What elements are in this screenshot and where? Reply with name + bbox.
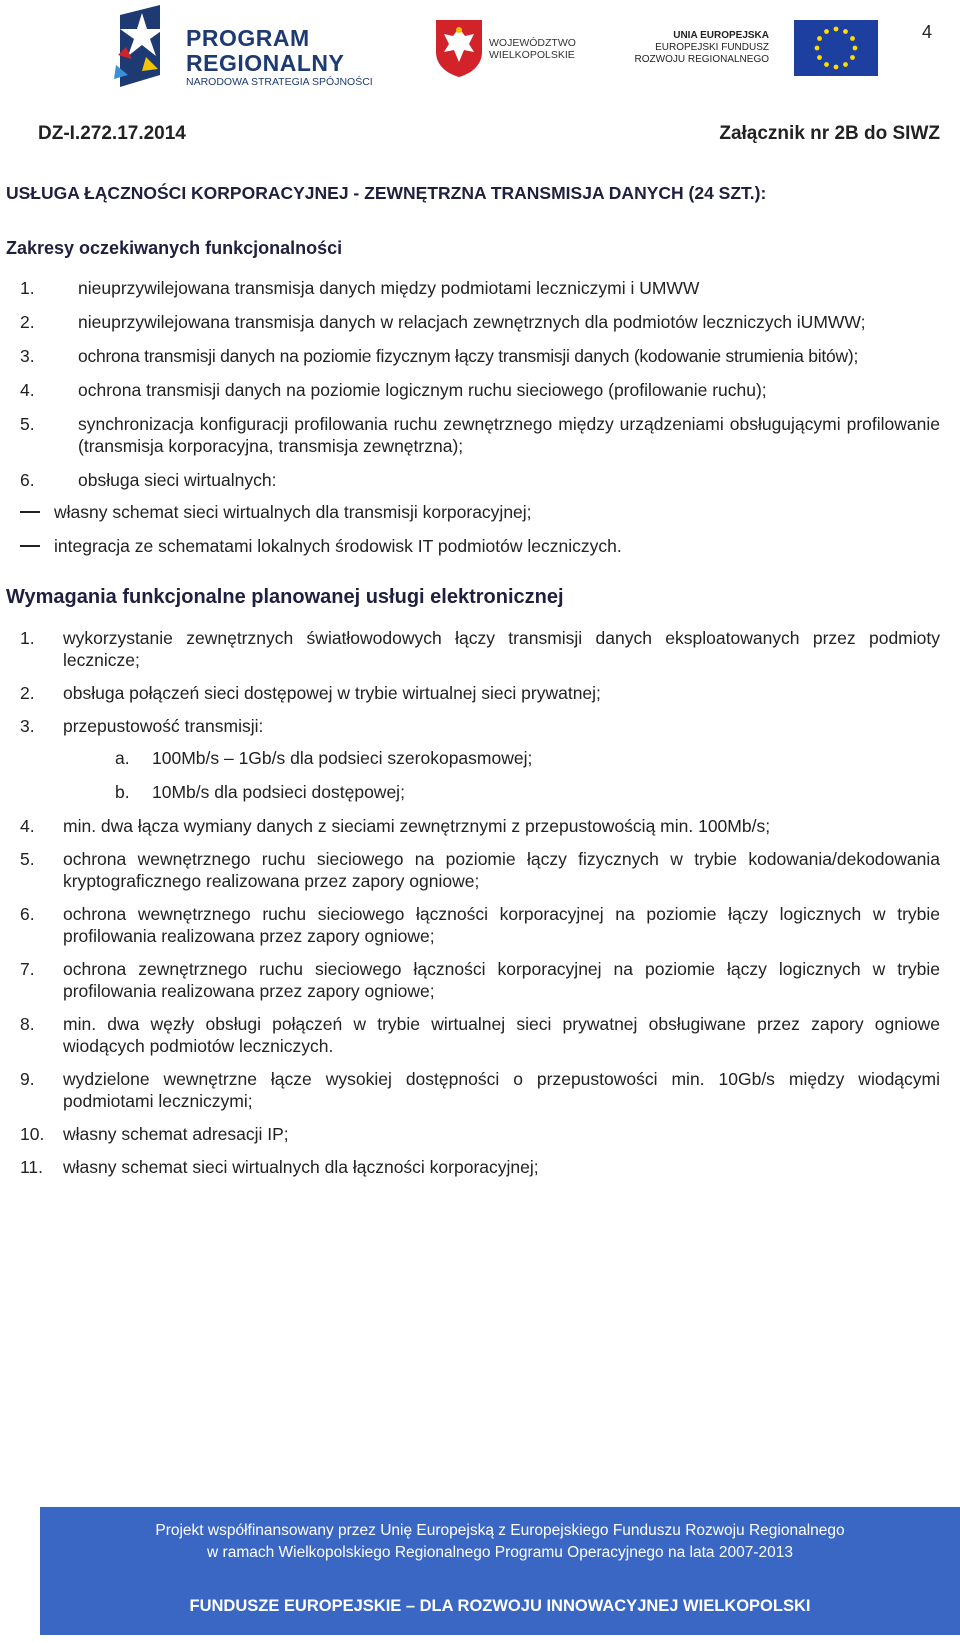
- item-number: 7.: [20, 959, 35, 979]
- item-number: 6.: [20, 904, 35, 924]
- list-item: [20, 1123, 940, 1145]
- sublist-item-text: własny schemat sieci wirtualnych dla transmisji korporacyjnej;: [54, 502, 532, 522]
- sublist-item-text: integracja ze schematami lokalnych środowisk IT podmiotów leczniczych.: [54, 536, 622, 556]
- item-text: wydzielone wewnętrzne łącze wysokiej dostępności o przepustowości min. 10Gb/s między wiodącymi podmiotami leczniczymi;: [63, 1069, 940, 1111]
- eu-logo-line1: UNIA EUROPEJSKA: [673, 30, 769, 41]
- dash-bullet: [20, 545, 40, 547]
- item-text: nieuprzywilejowana transmisja danych między podmiotami leczniczymi i UMWW: [78, 278, 700, 298]
- woj-logo-line1: WOJEWÓDZTWO: [489, 37, 576, 49]
- item-text: obsługa połączeń sieci dostępowej w trybie wirtualnej sieci prywatnej;: [63, 683, 601, 703]
- bandwidth-sublist: [20, 747, 940, 803]
- item-text: ochrona zewnętrznego ruchu sieciowego łączności korporacyjnej na poziomie łączy logicznych w trybie profilowania realizowana przez zapory ogniowe;: [63, 959, 940, 1001]
- requirements-list: [20, 627, 940, 1189]
- item-number: 2.: [20, 683, 35, 703]
- item-text: przepustowość transmisji:: [63, 716, 264, 736]
- document-reference: DZ-I.272.17.2014: [38, 123, 186, 144]
- item-number: 1.: [20, 628, 35, 648]
- footer-slogan: FUNDUSZE EUROPEJSKIE – DLA ROZWOJU INNOWACYJNEJ WIELKOPOLSKI: [40, 1577, 960, 1635]
- sublist-letter: a.: [115, 748, 130, 768]
- woj-logo-line2: WIELKOPOLSKIE: [489, 49, 575, 61]
- sublist-item-text: 100Mb/s – 1Gb/s dla podsieci szerokopasmowej;: [152, 748, 533, 768]
- functionality-list: [20, 277, 940, 569]
- header-logos: [0, 0, 960, 95]
- list-item: [20, 345, 940, 367]
- item-text: własny schemat sieci wirtualnych dla łączności korporacyjnej;: [63, 1157, 539, 1177]
- item-text: min. dwa łącza wymiany danych z sieciami zewnętrznymi z przepustowością min. 100Mb/s;: [63, 816, 771, 836]
- section-title: USŁUGA ŁĄCZNOŚCI KORPORACYJNEJ - ZEWNĘTRZNA TRANSMISJA DANYCH (24 SZT.):: [6, 183, 767, 203]
- program-regionalny-logo: [112, 5, 382, 87]
- sublist-item: [20, 747, 940, 769]
- list-item: [20, 682, 940, 704]
- eagle-shield-icon: [434, 18, 484, 78]
- sublist-item: [20, 781, 940, 803]
- list-item: [20, 848, 940, 892]
- item-number: 1.: [20, 278, 35, 298]
- sublist-item: [20, 535, 940, 557]
- item-number: 4.: [20, 380, 35, 400]
- eu-logo-line2: EUROPEJSKI FUNDUSZ: [655, 42, 769, 53]
- item-text: min. dwa węzły obsługi połączeń w trybie wirtualnej sieci prywatnej obsługiwane przez zapory ogniowe wiodących podmiotów leczniczych.: [63, 1014, 940, 1056]
- item-number: 9.: [20, 1069, 35, 1089]
- program-logo-line2: REGIONALNY: [186, 50, 345, 76]
- sublist-item-text: 10Mb/s dla podsieci dostępowej;: [152, 782, 405, 802]
- list-item: [20, 1068, 940, 1112]
- list-item: [20, 903, 940, 947]
- item-text: własny schemat adresacji IP;: [63, 1124, 289, 1144]
- page-number: 4: [922, 22, 933, 42]
- item-number: 6.: [20, 470, 35, 490]
- item-text: obsługa sieci wirtualnych:: [78, 470, 277, 490]
- wojewodztwo-logo: [434, 18, 594, 78]
- item-text: nieuprzywilejowana transmisja danych w relacjach zewnętrznych dla podmiotów leczniczych iUMWW;: [78, 312, 866, 332]
- eu-logo-line3: ROZWOJU REGIONALNEGO: [634, 54, 769, 65]
- virtual-network-sublist: [20, 501, 940, 557]
- list-item: [20, 379, 940, 401]
- list-item: [20, 815, 940, 837]
- item-number: 5.: [20, 414, 35, 434]
- item-number: 5.: [20, 849, 35, 869]
- sublist-letter: b.: [115, 782, 130, 802]
- list-item: [20, 277, 940, 299]
- list-item: [20, 958, 940, 1002]
- list-item: [20, 311, 940, 333]
- item-number: 2.: [20, 312, 35, 332]
- item-number: 4.: [20, 816, 35, 836]
- item-text: ochrona transmisji danych na poziomie logicznym ruchu sieciowego (profilowanie ruchu);: [78, 380, 767, 400]
- list-item: [20, 715, 940, 803]
- item-text: ochrona wewnętrznego ruchu sieciowego na poziomie łączy fizycznych w trybie kodowania/dekodowania kryptograficznego realizowana przez zapory ogniowe;: [63, 849, 940, 891]
- footer-funding-banner: [40, 1507, 960, 1577]
- list-item: [20, 413, 940, 457]
- program-logo-line3: NARODOWA STRATEGIA SPÓJNOŚCI: [186, 76, 373, 88]
- attachment-label: Załącznik nr 2B do SIWZ: [719, 123, 940, 144]
- program-logo-line1: PROGRAM: [186, 25, 310, 51]
- item-text: ochrona wewnętrznego ruchu sieciowego łączności korporacyjnej na poziomie łączy logicznych w trybie profilowania realizowana przez zapory ogniowe;: [63, 904, 940, 946]
- dash-bullet: [20, 511, 40, 513]
- item-number: 8.: [20, 1014, 35, 1034]
- item-text: ochrona transmisji danych na poziomie fizycznym łączy transmisji danych (kodowanie strumienia bitów);: [78, 346, 859, 366]
- list-item: [20, 469, 940, 557]
- footer-line1: Projekt współfinansowany przez Unię Europejską z Europejskiego Funduszu Rozwoju Regionalnego: [155, 1522, 845, 1539]
- list-item: [20, 1013, 940, 1057]
- item-number: 10.: [20, 1124, 45, 1144]
- eu-logo: [627, 20, 867, 80]
- program-star-icon: [112, 5, 180, 87]
- item-text: synchronizacja konfiguracji profilowania ruchu zewnętrznego między urządzeniami obsługującymi profilowanie (transmisja korporacyjna, transmisja zewnętrzna);: [78, 414, 940, 456]
- item-number: 3.: [20, 716, 35, 736]
- sublist-item: [20, 501, 940, 523]
- item-number: 11.: [20, 1157, 44, 1177]
- eu-flag-icon: [794, 20, 878, 76]
- footer-line2: w ramach Wielkopolskiego Regionalnego Programu Operacyjnego na lata 2007-2013: [207, 1544, 793, 1561]
- requirements-title: Wymagania funkcjonalne planowanej usługi elektronicznej: [6, 586, 564, 608]
- functionality-subtitle: Zakresy oczekiwanych funkcjonalności: [6, 238, 343, 258]
- item-number: 3.: [20, 346, 35, 366]
- list-item: [20, 1156, 940, 1178]
- list-item: [20, 627, 940, 671]
- item-text: wykorzystanie zewnętrznych światłowodowych łączy transmisji danych eksploatowanych przez podmioty lecznicze;: [63, 628, 940, 670]
